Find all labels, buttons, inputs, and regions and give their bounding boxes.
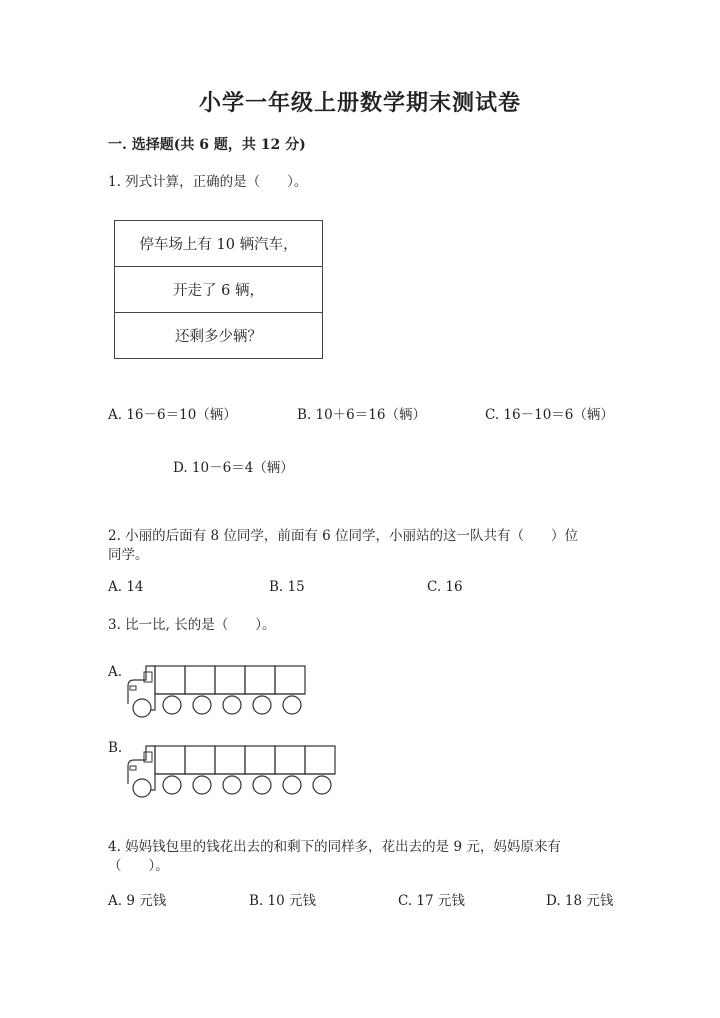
wheel	[283, 776, 301, 794]
table-row: 停车场上有 10 辆汽车，	[115, 221, 323, 267]
wheel	[163, 776, 181, 794]
cargo-box	[155, 746, 185, 774]
wheel	[223, 776, 241, 794]
wheel	[193, 696, 211, 714]
question-1-option-b[interactable]: B. 10＋6＝16（辆）	[297, 407, 426, 423]
page-title: 小学一年级上册数学期末测试卷	[198, 90, 521, 116]
question-2-option-b[interactable]: B. 15	[269, 579, 305, 595]
question-2-stem-line-1: 2. 小丽的后面有 8 位同学，前面有 6 位同学，小丽站的这一队共有（ ）位	[108, 528, 579, 544]
table-row: 还剩多少辆？	[115, 313, 323, 359]
question-3-option-b-label[interactable]: B.	[108, 740, 123, 756]
question-1-option-a[interactable]: A. 16－6＝10（辆）	[108, 407, 237, 423]
truck-grille	[130, 766, 136, 770]
question-3-stem: 3. 比一比, 长的是（ ）。	[108, 617, 276, 633]
question-4-stem-line-2: （ ）。	[108, 858, 169, 874]
cargo-box	[185, 666, 215, 694]
wheel	[253, 776, 271, 794]
question-4-option-b[interactable]: B. 10 元钱	[249, 893, 316, 909]
question-2-option-c[interactable]: C. 16	[427, 579, 463, 595]
question-3-option-a-label[interactable]: A.	[108, 664, 123, 680]
wheel	[193, 776, 211, 794]
truck-b-icon	[122, 740, 342, 800]
question-1-option-c[interactable]: C. 16－10＝6（辆）	[485, 407, 614, 423]
wheel	[133, 699, 151, 717]
cargo-box	[305, 746, 335, 774]
wheel	[223, 696, 241, 714]
wheel	[163, 696, 181, 714]
question-1-stem: 1. 列式计算，正确的是（ ）。	[108, 174, 308, 190]
cargo-box	[275, 746, 305, 774]
question-1-option-d[interactable]: D. 10－6＝4（辆）	[173, 460, 294, 476]
question-2-option-a[interactable]: A. 14	[108, 579, 144, 595]
wheel	[133, 779, 151, 797]
section-heading: 一. 选择题(共 6 题，共 12 分)	[108, 137, 306, 153]
question-4-option-c[interactable]: C. 17 元钱	[398, 893, 465, 909]
question-2-stem-line-2: 同学。	[108, 547, 149, 563]
question-4-stem-line-1: 4. 妈妈钱包里的钱花出去的和剩下的同样多，花出去的是 9 元，妈妈原来有	[108, 839, 561, 855]
cargo-box	[245, 666, 275, 694]
wheel	[283, 696, 301, 714]
question-4-option-a[interactable]: A. 9 元钱	[108, 893, 167, 909]
table-row: 开走了 6 辆，	[115, 267, 323, 313]
cargo-box	[275, 666, 305, 694]
cargo-box	[215, 746, 245, 774]
truck-a-icon	[122, 660, 312, 720]
wheel	[313, 776, 331, 794]
cargo-box	[245, 746, 275, 774]
cargo-box	[185, 746, 215, 774]
cargo-box	[215, 666, 245, 694]
question-1-table	[114, 220, 323, 359]
wheel	[253, 696, 271, 714]
cargo-box	[155, 666, 185, 694]
question-4-option-d[interactable]: D. 18 元钱	[546, 893, 614, 909]
truck-grille	[130, 686, 136, 690]
